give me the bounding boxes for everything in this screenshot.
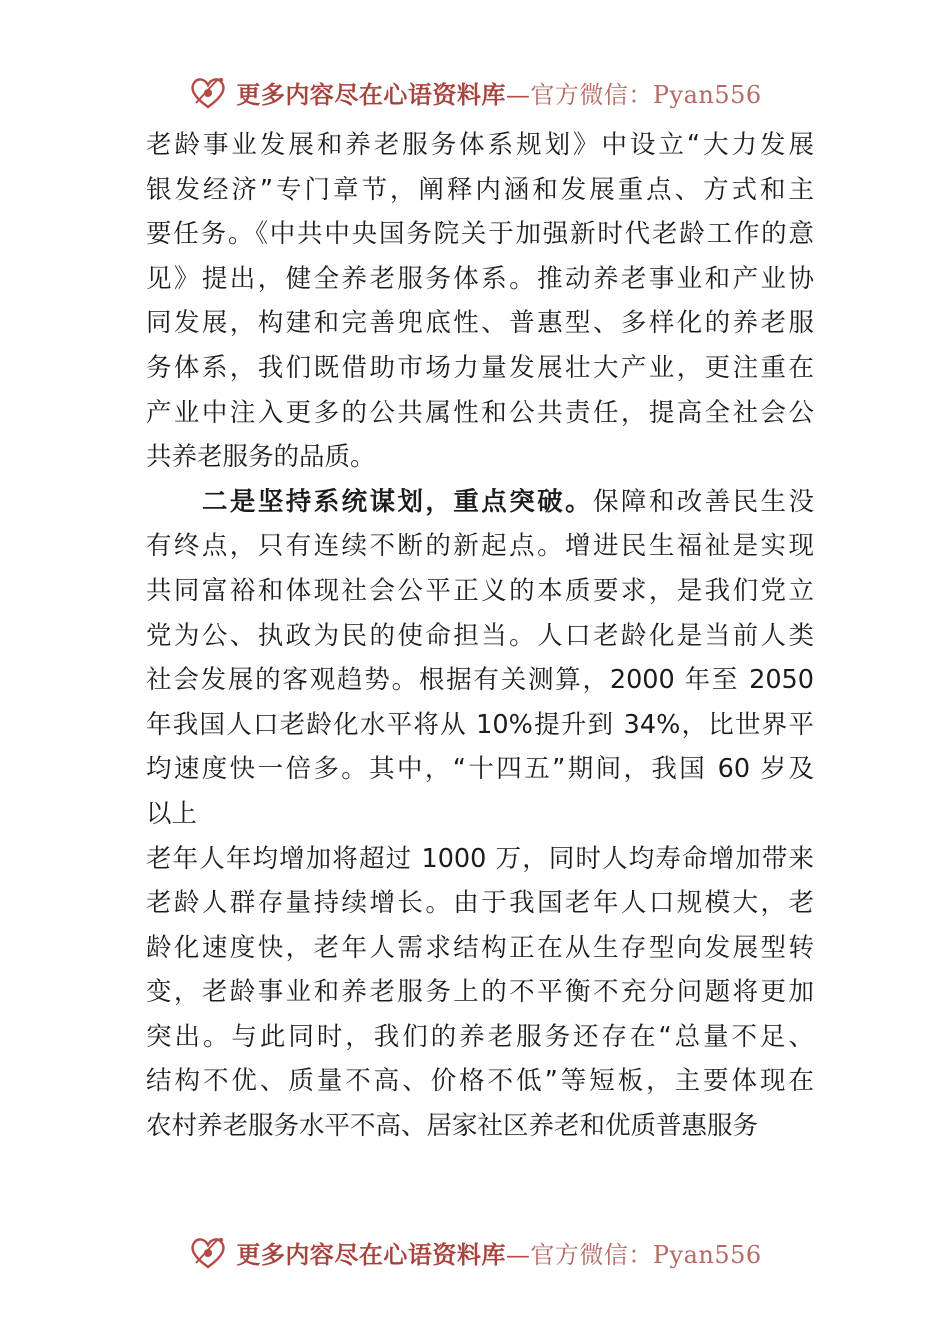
paragraph-first-line-rest: 保障和改善民生没 bbox=[592, 486, 814, 517]
quill-heart-logo-icon bbox=[188, 1233, 228, 1271]
paragraph-2-first-line bbox=[146, 480, 814, 525]
text-line: 老年人年均增加将超过 1000 万，同时人均寿命增加带来 bbox=[146, 843, 814, 874]
text-line: 产业中注入更多的公共属性和公共责任，提高全社会公 bbox=[146, 397, 814, 428]
banner-main-text: 更多内容尽在心语资料库 bbox=[236, 79, 506, 109]
text-line: 同发展，构建和完善兜底性、普惠型、多样化的养老服 bbox=[146, 308, 814, 339]
text-line: 变，老龄事业和养老服务上的不平衡不充分问题将更加 bbox=[146, 977, 814, 1008]
text-line: 老龄人群存量持续增长。由于我国老年人口规模大，老 bbox=[146, 888, 814, 919]
text-line: 共同富裕和体现社会公平正义的本质要求，是我们党立 bbox=[146, 575, 814, 606]
text-line: 以上 bbox=[146, 798, 198, 829]
header-banner bbox=[0, 72, 950, 112]
paragraph-heading: 二是坚持系统谋划，重点突破。 bbox=[202, 486, 593, 517]
text-line: 要任务。《中共中央国务院关于加强新时代老龄工作的意 bbox=[146, 219, 814, 250]
text-line: 见》提出，健全养老服务体系。推动养老事业和产业协 bbox=[146, 263, 814, 294]
text-line: 社会发展的客观趋势。根据有关测算，2000 年至 2050 bbox=[146, 665, 814, 696]
document-body bbox=[146, 123, 814, 1149]
banner-text bbox=[236, 1235, 761, 1270]
text-line: 结构不优、质量不高、价格不低”等短板，主要体现在 bbox=[146, 1066, 814, 1097]
text-line: 突出。与此同时，我们的养老服务还存在“总量不足、 bbox=[146, 1021, 814, 1052]
text-line: 有终点，只有连续不断的新起点。增进民生福祉是实现 bbox=[146, 531, 814, 562]
banner-separator: — bbox=[505, 1240, 531, 1269]
text-line: 务体系，我们既借助市场力量发展壮大产业，更注重在 bbox=[146, 352, 814, 383]
footer-banner bbox=[0, 1232, 950, 1272]
text-line: 老龄事业发展和养老服务体系规划》中设立“大力发展 bbox=[146, 130, 814, 160]
text-line: 农村养老服务水平不高、居家社区养老和优质普惠服务 bbox=[146, 1111, 759, 1142]
text-line: 均速度快一倍多。其中，“十四五”期间，我国 60 岁及 bbox=[146, 754, 814, 785]
quill-heart-logo-icon bbox=[188, 73, 228, 111]
text-line: 党为公、执政为民的使命担当。人口老龄化是当前人类 bbox=[146, 620, 814, 651]
text-line: 共养老服务的品质。 bbox=[146, 442, 376, 473]
banner-main-text: 更多内容尽在心语资料库 bbox=[236, 1239, 506, 1269]
banner-separator: — bbox=[505, 80, 531, 109]
text-line: 银发经济”专门章节，阐释内涵和发展重点、方式和主 bbox=[146, 174, 814, 205]
banner-wechat-text: 官方微信：Pyan556 bbox=[530, 1240, 762, 1269]
text-line: 龄化速度快，老年人需求结构正在从生存型向发展型转 bbox=[146, 932, 814, 963]
banner-wechat-text: 官方微信：Pyan556 bbox=[530, 80, 762, 109]
banner-text bbox=[236, 75, 761, 110]
text-line: 年我国人口老龄化水平将从 10%提升到 34%，比世界平 bbox=[146, 709, 814, 740]
